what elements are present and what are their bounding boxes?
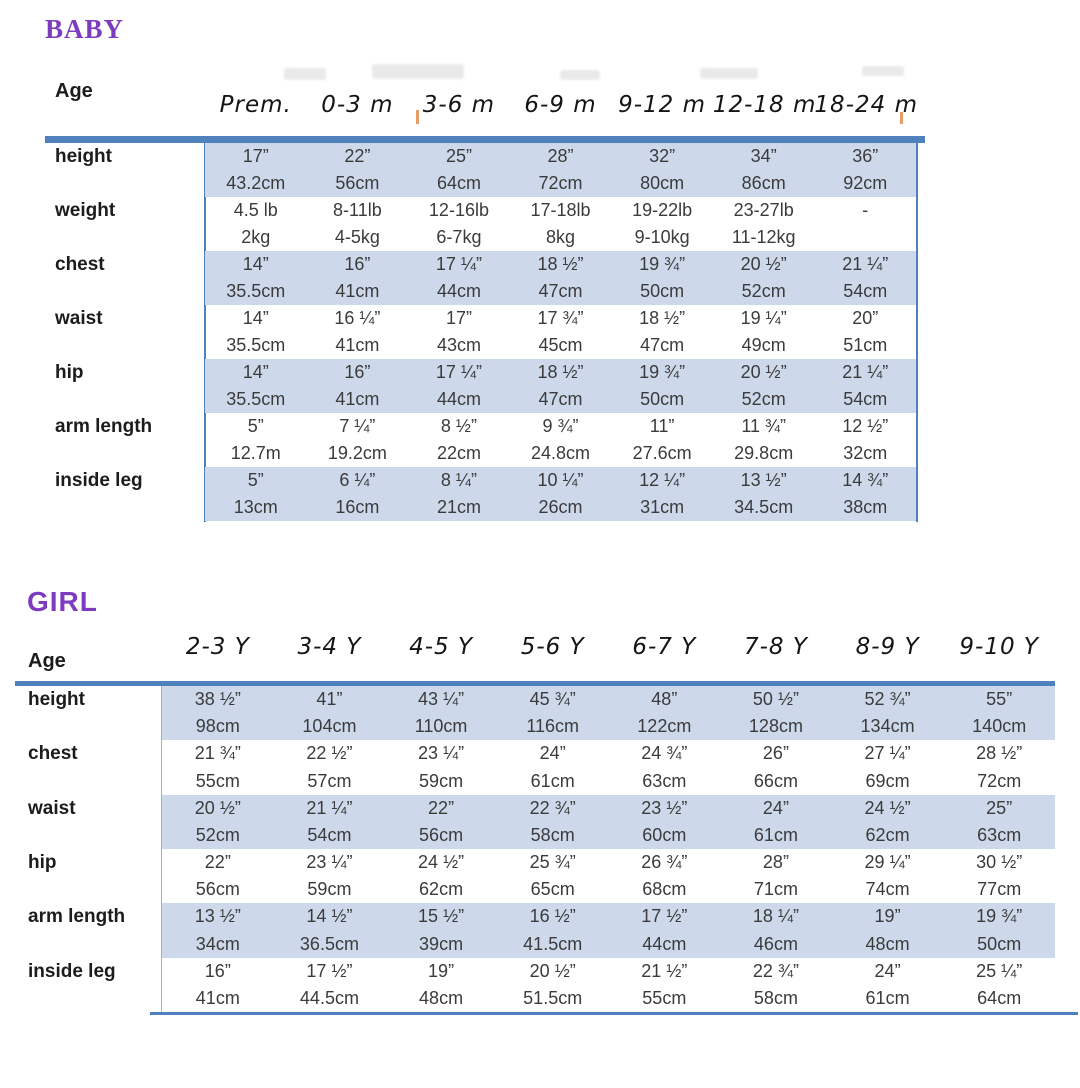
cell-value-metric: 8kg [546,227,576,247]
cell-value-imperial: 19-22lb [632,200,693,220]
cell-value-metric: 54cm [843,281,888,301]
cell-value-imperial: 34” [750,146,777,166]
cell-value-imperial: 14 ¾” [842,470,889,490]
cell-value-imperial: 12 ¼” [639,470,686,490]
cell-value-metric: 54cm [307,825,352,845]
girl-table-row [162,903,1055,958]
baby-col-header: 0-3 m [321,92,394,118]
cell-value-imperial: 13 ½” [194,906,241,927]
cell-value-imperial: 17 ½” [641,906,688,927]
girl-section-title: GIRL [27,586,98,617]
cell-value-metric: 43cm [436,335,481,355]
cell-value-metric: 56cm [419,825,464,845]
cell-value-imperial: 12-16lb [428,200,489,220]
cell-value-imperial: 41” [316,689,343,709]
baby-section-title: BABY [45,14,125,44]
cell-value-imperial: 14” [242,308,269,328]
girl-row-label: chest [28,743,78,764]
baby-col-header: 12-18 m [712,92,817,118]
baby-table-top-rule [45,136,925,143]
cell-value-metric: 134cm [860,716,915,736]
cell-value-imperial: 11” [649,416,675,436]
cell-value-imperial: 17 ¼” [435,254,482,274]
baby-row-line [205,494,916,521]
baby-age-label: Age [55,80,93,102]
cell-value-metric: 86cm [741,173,786,193]
girl-row-line [162,931,1055,959]
cell-value-metric: 77cm [977,879,1022,899]
cell-value-imperial: 55” [986,689,1013,709]
baby-col-header: 9-12 m [618,92,707,118]
cell-value-imperial: 16” [204,961,231,981]
cell-value-metric: 66cm [753,770,798,791]
cell-value-imperial: 21 ¼” [842,254,889,274]
cell-value-imperial: 24 ½” [418,852,465,872]
cell-value-metric: 41cm [195,988,240,1008]
cell-value-imperial: 24 ¾” [641,743,688,764]
cell-value-imperial: 22” [344,146,371,166]
cell-value-metric: 59cm [419,770,464,791]
cell-value-metric: 46cm [753,933,798,954]
cell-value-imperial: 17 ¾” [537,308,584,328]
cell-value-metric: 58cm [753,988,798,1008]
cell-value-metric: 22cm [436,443,481,463]
cell-value-metric: 34cm [195,933,240,954]
baby-table-right-border [916,143,918,522]
cell-value-metric: 52cm [741,281,786,301]
cell-value-imperial: 23 ¼” [418,743,465,764]
cell-value-imperial: 19 ¼” [740,308,787,328]
cell-value-metric: 31cm [640,497,685,517]
cell-value-imperial: 19” [428,961,455,981]
cell-value-imperial: 21 ¼” [842,362,889,382]
girl-row-line [162,768,1055,796]
cell-value-imperial: 22” [204,852,231,872]
cell-value-imperial: 25” [986,798,1013,818]
girl-row-line [162,740,1055,768]
cell-value-metric: 80cm [640,173,685,193]
girl-col-header: 5-6 Y [520,634,585,660]
cell-value-imperial: 16 ½” [529,906,576,927]
girl-row-line [162,686,1055,713]
cell-value-metric: 48cm [865,933,910,954]
cell-value-imperial: 8 ¼” [440,470,477,490]
cell-value-imperial: 24” [762,798,789,818]
cell-value-metric: 54cm [843,389,888,409]
cell-value-imperial: 24 ½” [864,798,911,818]
cell-value-imperial: 19 ¾” [976,906,1023,927]
cell-value-imperial: 28” [762,852,789,872]
girl-table-row [162,686,1055,740]
cell-value-metric: 62cm [419,879,464,899]
baby-table-row [205,359,916,413]
cell-value-imperial: 11 ¾” [741,416,787,436]
cell-value-metric: 35.5cm [226,281,286,301]
cell-value-imperial: 52 ¾” [864,689,911,709]
girl-row-label: inside leg [28,961,116,982]
cell-value-imperial: 30 ½” [976,852,1023,872]
cell-value-imperial: 21 ½” [641,961,688,981]
cell-value-metric: 11-12kg [731,227,796,247]
cell-value-metric: 35.5cm [226,389,286,409]
cell-value-imperial: 29 ¼” [864,852,911,872]
girl-age-label: Age [28,650,66,672]
baby-row-label: chest [55,254,105,275]
cell-value-metric: 58cm [530,825,575,845]
cell-value-imperial: 15 ½” [418,906,465,927]
cell-value-metric: 63cm [977,825,1022,845]
cell-value-imperial: 14” [242,362,269,382]
cell-value-metric: 29.8cm [734,443,794,463]
cell-value-metric: 60cm [642,825,687,845]
cell-value-imperial: 18 ½” [639,308,686,328]
cell-value-imperial: 8 ½” [440,416,477,436]
cell-value-imperial: 5” [247,416,264,436]
cell-value-imperial: 7 ¼” [339,416,376,436]
baby-row-line [205,197,916,224]
baby-row-line [205,467,916,494]
girl-row-label: hip [28,852,57,873]
baby-row-line [205,386,916,413]
cell-value-imperial: 17 ¼” [435,362,482,382]
cell-value-metric: 72cm [977,770,1022,791]
girl-col-header: 7-8 Y [743,634,808,660]
cell-value-imperial: 18 ¼” [752,906,799,927]
girl-row-line [162,958,1055,985]
girl-col-header: 2-3 Y [185,634,250,660]
baby-table-row [205,467,916,521]
cell-value-metric: 49cm [741,335,786,355]
cell-value-metric: 9-10kg [634,227,690,247]
girl-table-row [162,740,1055,795]
cell-value-imperial: 20 ½” [194,798,241,818]
cell-value-imperial: 38 ½” [194,689,241,709]
cell-value-imperial: 22 ¾” [752,961,799,981]
cell-value-metric: 36.5cm [299,933,359,954]
cell-value-metric: 116cm [526,716,580,736]
cell-value-imperial: 14” [242,254,269,274]
cell-value-metric: 2kg [241,227,271,247]
cell-value-imperial: 45 ¾” [529,689,576,709]
cell-value-imperial: 25” [445,146,472,166]
cell-value-metric: 35.5cm [226,335,286,355]
cell-value-metric: 44.5cm [299,988,359,1008]
cell-value-imperial: 43 ¼” [418,689,465,709]
baby-row-label: waist [55,308,103,329]
artifact-smudge [700,68,758,79]
cell-value-imperial: 48” [651,689,678,709]
cell-value-metric: 57cm [307,770,352,791]
cell-value-imperial: 20 ½” [529,961,576,981]
baby-col-header: 3-6 m [422,92,496,118]
cell-value-metric: 69cm [865,770,910,791]
baby-col-header: 18-24 m [814,92,918,118]
girl-row-line [162,795,1055,822]
cell-value-metric: 19.2cm [327,443,387,463]
cell-value-metric: 64cm [977,988,1022,1008]
baby-col-header: Prem. [219,92,292,118]
cell-value-metric: 4-5kg [334,227,380,247]
baby-table-row [205,251,916,305]
cell-value-metric: 44cm [436,389,481,409]
girl-row-label: waist [28,798,76,819]
cell-value-imperial: 17” [242,146,269,166]
baby-row-line [205,332,916,359]
cell-value-metric: 45cm [538,335,583,355]
cell-value-imperial: 9 ¾” [542,416,579,436]
cell-value-metric: 92cm [843,173,888,193]
baby-row-line [205,440,916,467]
cell-value-imperial: 18 ½” [537,254,584,274]
girl-row-line [162,713,1055,740]
cell-value-metric: 13cm [233,497,278,517]
cell-value-imperial: 10 ¼” [537,470,584,490]
baby-row-label: arm length [55,416,153,437]
cell-value-metric: 44cm [436,281,481,301]
cell-value-metric: 140cm [972,716,1027,736]
cell-value-imperial: 20” [852,308,879,328]
cell-value-metric: 71cm [753,879,798,899]
cell-value-imperial: - [862,200,869,220]
girl-table-row [162,795,1055,849]
cell-value-metric: 55cm [642,988,687,1008]
cell-value-imperial: 26 ¾” [641,852,688,872]
cell-value-imperial: 24” [874,961,901,981]
baby-row-label: weight [55,200,116,221]
baby-row-line [205,305,916,332]
cell-value-imperial: 17-18lb [530,200,591,220]
cell-value-metric: 43.2cm [226,173,286,193]
baby-table-row [205,197,916,251]
girl-col-header: 3-4 Y [297,634,362,660]
cell-value-imperial: 22 ¾” [529,798,576,818]
cell-value-metric: 59cm [307,879,352,899]
girl-row-line [162,849,1055,876]
cell-value-metric: 52cm [195,825,240,845]
cell-value-imperial: 16” [344,254,371,274]
girl-table-row [162,849,1055,903]
cell-value-imperial: 20 ½” [740,254,787,274]
cell-value-imperial: 23 ¼” [306,852,353,872]
cell-value-imperial: 25 ¼” [976,961,1023,981]
artifact-smudge [284,68,326,80]
cell-value-metric: 32cm [843,443,888,463]
cell-value-imperial: 28 ½” [976,743,1023,764]
baby-table-row [205,143,916,197]
cell-value-metric: 39cm [419,933,464,954]
cell-value-metric: 41cm [335,281,380,301]
artifact-smudge [372,64,464,79]
cell-value-metric: 12.7m [230,443,281,463]
girl-row-line [162,985,1055,1012]
cell-value-metric: 21cm [436,497,481,517]
cell-value-metric: 24.8cm [531,443,591,463]
cell-value-metric: 27.6cm [632,443,692,463]
cell-value-metric: 65cm [530,879,575,899]
cell-value-metric: 62cm [865,825,910,845]
cell-value-metric: 34.5cm [734,497,794,517]
cell-value-metric: 61cm [865,988,910,1008]
cell-value-metric: 41.5cm [523,933,583,954]
cell-value-imperial: 8-11lb [333,200,382,220]
cell-value-metric: 56cm [195,879,240,899]
cell-value-imperial: 5” [247,470,264,490]
cell-value-imperial: 28” [547,146,574,166]
cell-value-imperial: 12 ½” [842,416,889,436]
cell-value-imperial: 19 ¾” [639,362,686,382]
cell-value-imperial: 17 ½” [306,961,353,981]
baby-table-row [205,413,916,467]
cell-value-imperial: 27 ¼” [864,743,911,764]
cell-value-metric: 47cm [538,281,583,301]
cell-value-metric: 48cm [419,988,464,1008]
girl-col-header: 4-5 Y [409,634,474,660]
cell-value-metric: 52cm [741,389,786,409]
cell-value-imperial: 24” [539,743,566,764]
girl-row-line [162,876,1055,903]
cell-value-imperial: 13 ½” [740,470,787,490]
baby-row-line [205,251,916,278]
baby-row-line [205,170,916,197]
cell-value-metric: 110cm [414,716,468,736]
cell-value-metric: 50cm [977,933,1022,954]
cell-value-metric: 51cm [843,335,888,355]
cell-value-metric: 68cm [642,879,687,899]
cell-value-imperial: 14 ½” [306,906,353,927]
cell-value-metric: 122cm [637,716,692,736]
cell-value-imperial: 18 ½” [537,362,584,382]
baby-col-header: 6-9 m [524,92,597,118]
cell-value-metric: 64cm [436,173,481,193]
girl-col-header: 8-9 Y [855,634,920,660]
girl-table-row [162,958,1055,1012]
cell-value-metric: 72cm [538,173,583,193]
cell-value-imperial: 21 ¼” [306,798,353,818]
baby-row-label: inside leg [55,470,143,491]
girl-row-label: height [28,689,85,710]
girl-row-label: arm length [28,906,126,927]
cell-value-imperial: 36” [852,146,879,166]
cell-value-metric: 56cm [335,173,380,193]
artifact-smudge [560,70,600,80]
cell-value-imperial: 17” [445,308,472,328]
cell-value-imperial: 19” [874,906,901,927]
baby-row-label: height [55,146,112,167]
cell-value-imperial: 22” [428,798,455,818]
cell-value-metric: 41cm [335,335,380,355]
cell-value-metric: 26cm [538,497,583,517]
cell-value-imperial: 21 ¾” [194,743,241,764]
cell-value-imperial: 25 ¾” [529,852,576,872]
cell-value-imperial: 23 ½” [641,798,688,818]
cell-value-metric: 47cm [538,389,583,409]
girl-row-line [162,822,1055,849]
cell-value-imperial: 20 ½” [740,362,787,382]
cell-value-metric: 61cm [530,770,575,791]
cell-value-imperial: 50 ½” [752,689,799,709]
cell-value-metric: 44cm [642,933,687,954]
cell-value-metric: 6-7kg [436,227,482,247]
baby-row-line [205,224,916,251]
baby-row-line [205,359,916,386]
cell-value-imperial: 26” [762,743,789,764]
cell-value-metric: 104cm [302,716,357,736]
cell-value-metric: 47cm [640,335,685,355]
cell-value-imperial: 16 ¼” [334,308,381,328]
cell-value-metric: 38cm [843,497,888,517]
cell-value-metric: 55cm [195,770,240,791]
cell-value-imperial: 19 ¾” [639,254,686,274]
cell-value-imperial: 4.5 lb [233,200,278,220]
baby-row-line [205,413,916,440]
cell-value-imperial: 32” [649,146,676,166]
baby-row-line [205,278,916,305]
baby-row-line [205,143,916,170]
girl-row-line [162,903,1055,931]
cell-value-imperial: 6 ¼” [339,470,376,490]
cell-value-metric: 61cm [753,825,798,845]
cell-value-metric: 50cm [640,389,685,409]
cell-value-metric: 51.5cm [523,988,583,1008]
cell-value-imperial: 23-27lb [733,200,794,220]
girl-table-bottom-rule [150,1012,1078,1015]
girl-col-header: 6-7 Y [632,634,697,660]
cell-value-metric: 41cm [335,389,380,409]
cell-value-metric: 50cm [640,281,685,301]
cell-value-metric: 63cm [642,770,687,791]
baby-row-label: hip [55,362,84,383]
artifact-smudge [862,66,904,76]
cell-value-imperial: 16” [344,362,371,382]
cell-value-metric: 98cm [195,716,240,736]
girl-col-header: 9-10 Y [959,634,1039,660]
cell-value-metric: 128cm [748,716,803,736]
cell-value-imperial: 22 ½” [306,743,353,764]
cell-value-metric: 74cm [865,879,910,899]
cell-value-metric: 16cm [335,497,380,517]
baby-table-row [205,305,916,359]
